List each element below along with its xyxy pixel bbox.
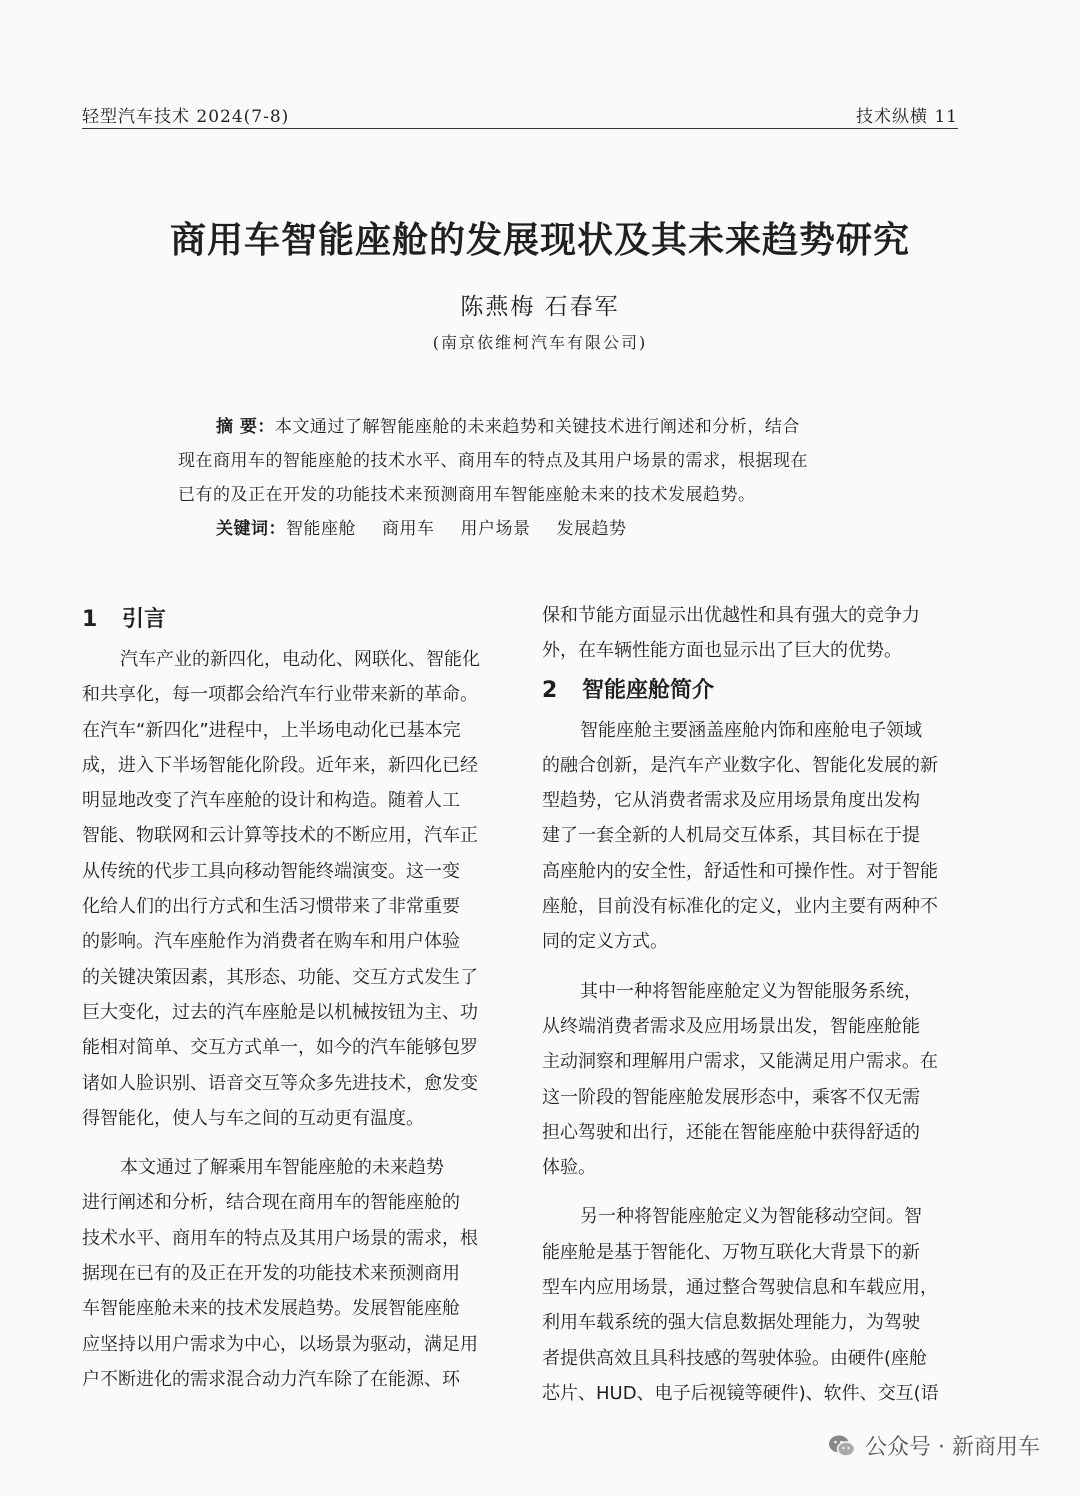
section-page-number: 技术纵横 11 [855,107,958,127]
abstract [178,410,902,546]
text-line: 化给人们的出行方式和生活习惯带来了非常重要 [82,896,460,918]
text-line: 同的定义方式。 [542,931,668,953]
section-heading-2: 2 智能座舱简介 [542,677,715,703]
text-line: 车智能座舱未来的技术发展趋势。发展智能座舱 [82,1298,460,1320]
text-line: 型趋势，它从消费者需求及应用场景角度出发构 [542,790,920,812]
text-line: 芯片、HUD、电子后视镜等硬件)、软件、交互(语 [542,1382,939,1404]
text-line: 技术水平、商用车的特点及其用户场景的需求，根 [82,1227,478,1249]
text-line: 进行阐述和分析，结合现在商用车的智能座舱的 [82,1192,460,1214]
text-line: 得智能化，使人与车之间的互动更有温度。 [82,1107,424,1129]
text-line: 保和节能方面显示出优越性和具有强大的竞争力 [542,605,920,626]
text-line: 型车内应用场景，通过整合驾驶信息和车载应用， [542,1277,938,1299]
text-line: 户不断进化的需求混合动力汽车除了在能源、环 [82,1368,460,1390]
paper-title: 商用车智能座舱的发展现状及其未来趋势研究 [169,220,910,261]
text-line: 外，在车辆性能方面也显示出了巨大的优势。 [542,640,902,662]
keyword: 用户场景 [460,519,531,539]
text-line: 能座舱是基于智能化、万物互联化大背景下的新 [542,1241,920,1263]
text-line: 主动洞察和理解用户需求，又能满足用户需求。在 [542,1051,938,1073]
keyword: 发展趋势 [556,519,627,539]
wechat-icon [827,1433,857,1459]
text-line: 从传统的代步工具向移动智能终端演变。这一变 [82,860,460,882]
text-line: 利用车载系统的强大信息数据处理能力，为驾驶 [542,1312,920,1334]
section-heading-1: 1 引言 [82,607,167,632]
text-line: 的关键决策因素，其形态、功能、交互方式发生了 [82,966,478,988]
text-line: 诸如人脸识别、语音交互等众多先进技术，愈发变 [82,1072,478,1094]
text-line: 担心驾驶和出行，还能在智能座舱中获得舒适的 [542,1121,920,1143]
keywords-label: 关键词： [216,519,286,539]
running-header [82,102,958,130]
keyword: 商用车 [382,519,435,539]
abstract-label: 摘 要： [216,417,275,437]
text-line: 的融合创新，是汽车产业数字化、智能化发展的新 [542,754,938,776]
header-rule [82,128,958,129]
abstract-line: 现在商用车的智能座舱的技术水平、商用车的特点及其用户场景的需求，根据现在 [178,451,808,471]
right-column [542,598,964,1411]
wechat-watermark [827,1430,1040,1461]
text-line: 智能座舱主要涵盖座舱内饰和座舱电子领域 [580,719,922,741]
affiliation: (南京依维柯汽车有限公司) [432,333,648,352]
text-line: 应坚持以用户需求为中心，以场景为驱动，满足用 [82,1333,478,1355]
paragraph-gap [82,1136,504,1150]
text-line: 和共享化，每一项都会给汽车行业带来新的革命。 [82,684,478,706]
text-line: 智能、物联网和云计算等技术的不断应用，汽车正 [82,825,478,847]
text-line: 本文通过了解乘用车智能座舱的未来趋势 [120,1157,444,1179]
text-line: 在汽车“新四化”进程中，上半场电动化已基本完 [82,719,461,741]
text-line: 巨大变化，过去的汽车座舱是以机械按钮为主、功 [82,1001,478,1023]
text-line: 的影响。汽车座舱作为消费者在购车和用户体验 [82,931,460,953]
text-line: 建了一套全新的人机局交互体系，其目标在于提 [542,825,920,847]
authors: 陈燕梅 石春军 [460,294,620,320]
paragraph-gap [542,960,964,974]
text-line: 高座舱内的安全性，舒适性和可操作性。对于智能 [542,860,938,882]
text-line: 成，进入下半场智能化阶段。近年来，新四化已经 [82,754,478,776]
text-line: 汽车产业的新四化，电动化、网联化、智能化 [120,649,480,670]
text-line: 体验。 [542,1157,596,1179]
text-line: 者提供高效且具科技感的驾驶体验。由硬件(座舱 [542,1347,928,1369]
text-line: 座舱，目前没有标准化的定义，业内主要有两种不 [542,896,938,918]
paragraph-gap [542,1185,964,1199]
text-line: 其中一种将智能座舱定义为智能服务系统， [580,980,922,1002]
text-line: 这一阶段的智能座舱发展形态中，乘客不仅无需 [542,1086,920,1108]
journal-issue: 轻型汽车技术 2024(7-8) [82,107,290,127]
watermark-text: 公众号 · 新商用车 [865,1435,1040,1460]
text-line: 明显地改变了汽车座舱的设计和构造。随着人工 [82,790,460,812]
left-column [82,598,504,1397]
text-line: 据现在已有的及正在开发的功能技术来预测商用 [82,1263,460,1285]
keyword: 智能座舱 [286,519,356,539]
abstract-line: 已有的及正在开发的功能技术来预测商用车智能座舱未来的技术发展趋势。 [178,485,756,505]
abstract-line: 摘 要：本文通过了解智能座舱的未来趋势和关键技术进行阐述和分析，结合 [216,417,800,437]
keywords [178,512,902,546]
text-line: 另一种将智能座舱定义为智能移动空间。智 [580,1206,922,1228]
text-line: 从终端消费者需求及应用场景出发，智能座舱能 [542,1015,920,1037]
text-line: 能相对简单、交互方式单一，如今的汽车能够包罗 [82,1037,478,1059]
